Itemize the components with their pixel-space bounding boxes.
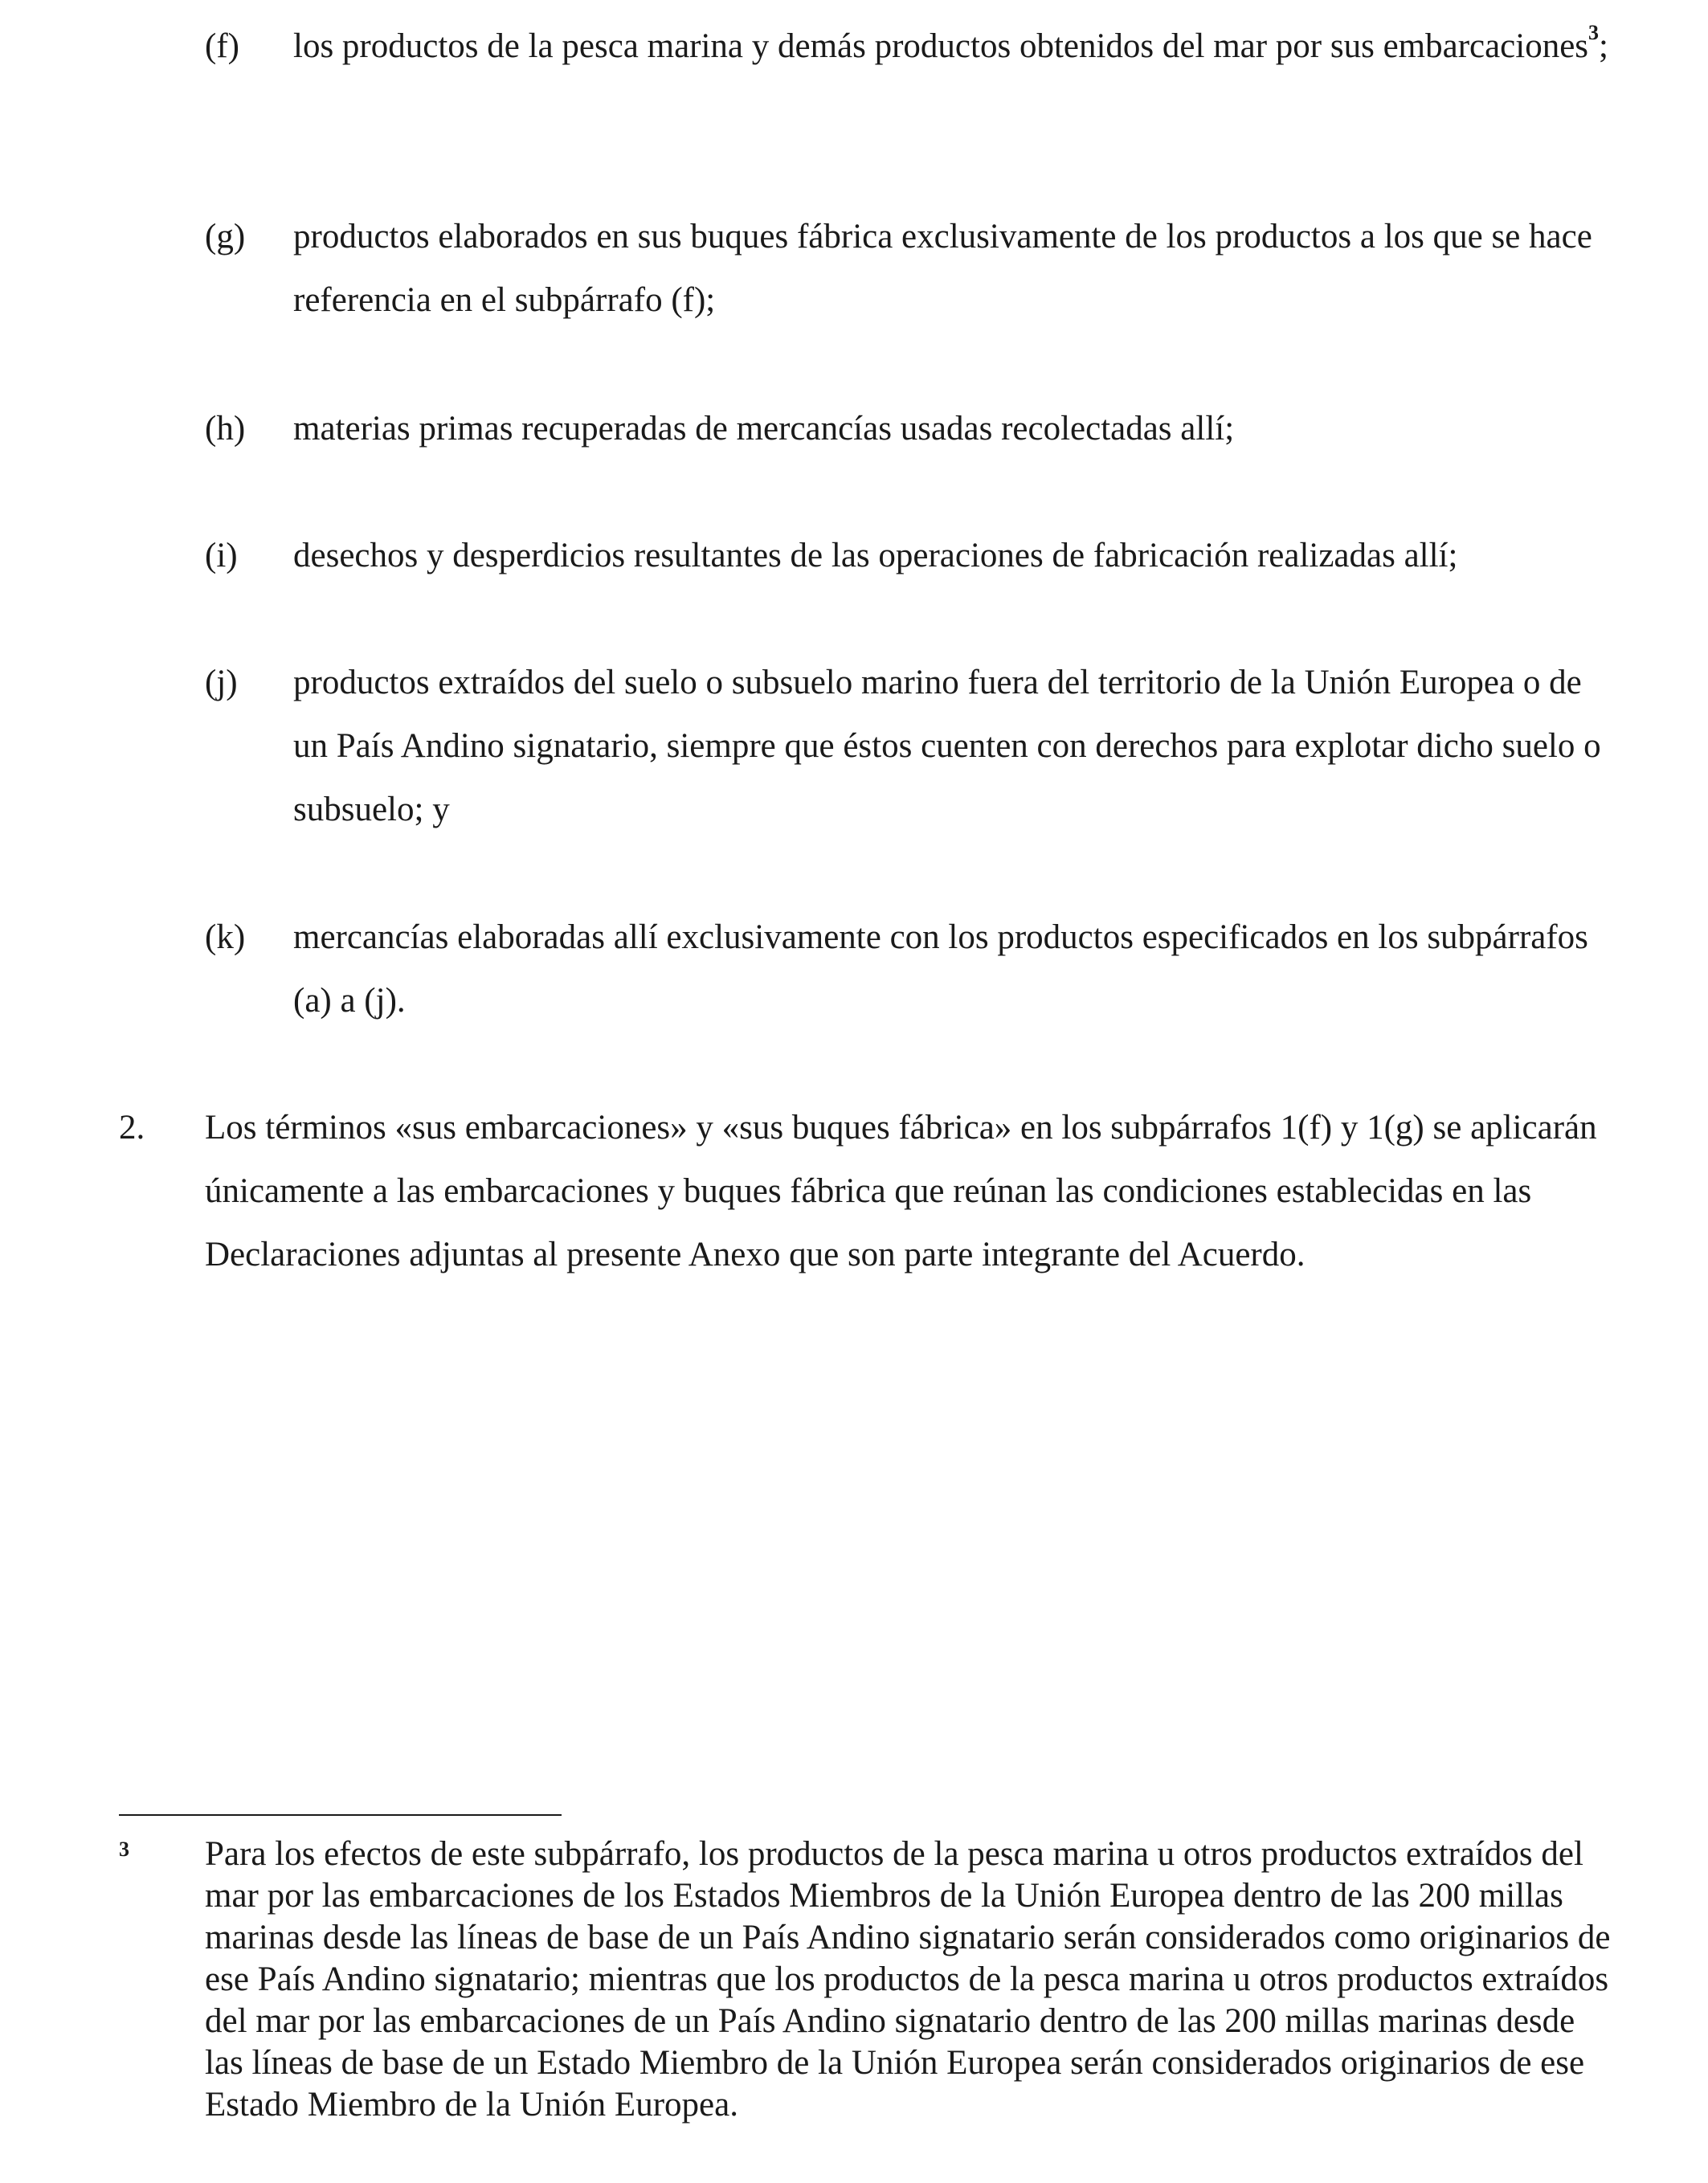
footnote: [119, 1833, 1621, 2126]
subparagraph-text: materias primas recuperadas de mercancías usadas recolectadas allí;: [293, 410, 1235, 448]
subparagraph-f: [205, 14, 1619, 78]
subparagraph-g: [205, 205, 1619, 332]
subparagraph-label: (f): [205, 27, 239, 65]
subparagraph-label: (g): [205, 218, 246, 256]
subparagraph-label: (j): [205, 664, 238, 701]
subparagraph-text: productos extraídos del suelo o subsuelo marino fuera del territorio de la Unión Europea o de un País Andino signatario, siempre que éstos cuenten con derechos para explotar dicho suelo o subsuelo; y: [293, 664, 1601, 828]
footnote-separator: [119, 1814, 562, 1816]
subparagraph-text: desechos y desperdicios resultantes de las operaciones de fabricación realizadas allí;: [293, 537, 1458, 574]
subparagraph-label: (i): [205, 537, 238, 574]
subparagraph-text: productos elaborados en sus buques fábrica exclusivamente de los productos a los que se hace referencia en el subpárrafo (f);: [293, 218, 1592, 319]
paragraph-2: [119, 1096, 1621, 1286]
subparagraph-text: mercancías elaboradas allí exclusivamente con los productos especificados en los subpárrafos (a) a (j).: [293, 918, 1588, 1020]
paragraph-number: 2.: [119, 1109, 145, 1147]
subparagraph-k: [205, 905, 1619, 1032]
footnote-number: 3: [119, 1838, 129, 1861]
subparagraph-text: los productos de la pesca marina y demás productos obtenidos del mar por sus embarcaciones$^3$;: [293, 21, 1608, 65]
subparagraph-label: (h): [205, 410, 246, 448]
subparagraph-h: [205, 397, 1619, 460]
paragraph-text: Los términos «sus embarcaciones» y «sus buques fábrica» en los subpárrafos 1(f) y 1(g) se aplicarán únicamente a las embarcaciones y buques fábrica que reúnan las condiciones establecidas en las Declaraciones adjuntas al presente Anexo que son parte integrante del Acuerdo.: [205, 1109, 1597, 1273]
subparagraph-label: (k): [205, 918, 246, 956]
subparagraph-j: [205, 651, 1619, 841]
footnote-text: Para los efectos de este subpárrafo, los productos de la pesca marina u otros productos extraídos del mar por las embarcaciones de los Estados Miembros de la Unión Europea dentro de las 200 millas marinas desde las líneas de base de un País Andino signatario serán considerados como originarios de ese País Andino signatario; mientras que los productos de la pesca marina u otros productos extraídos del mar por las embarcaciones de un País Andino signatario dentro de las 200 millas marinas desde las líneas de base de un Estado Miembro de la Unión Europea serán considerados originarios de ese Estado Miembro de la Unión Europea.: [205, 1835, 1611, 2124]
footnote-reference[interactable]: 3: [1588, 21, 1600, 44]
subparagraph-i: [205, 524, 1619, 587]
